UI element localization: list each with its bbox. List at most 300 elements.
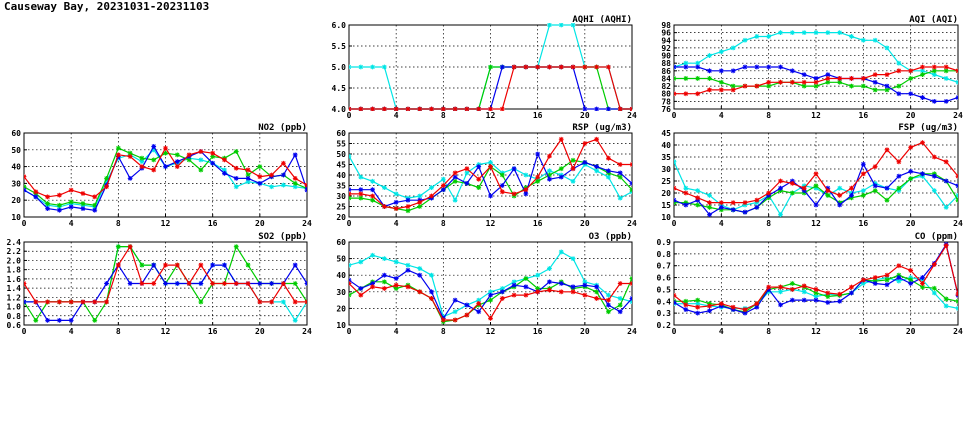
x-tick-label: 0	[346, 327, 352, 336]
data-point	[394, 260, 399, 265]
data-point	[707, 193, 712, 198]
y-tick-label: 84	[661, 74, 671, 84]
data-point	[896, 275, 901, 280]
data-point	[382, 279, 387, 284]
data-point	[896, 91, 901, 96]
y-tick-label: 45	[336, 160, 346, 170]
data-point	[825, 30, 830, 35]
data-point	[187, 152, 192, 157]
data-point	[956, 95, 961, 100]
y-tick-label: 1.6	[6, 274, 21, 284]
data-point	[187, 281, 192, 286]
data-point	[944, 99, 949, 104]
chart-o3	[336, 232, 637, 336]
data-point	[441, 107, 446, 112]
data-point	[707, 200, 712, 205]
x-tick-label: 4	[718, 111, 724, 120]
y-tick-label: 0.5	[656, 285, 671, 295]
data-point	[104, 300, 109, 305]
data-point	[500, 107, 505, 112]
data-point	[802, 298, 807, 303]
data-point	[257, 281, 262, 286]
y-tick-label: 30	[661, 165, 671, 174]
data-point	[778, 212, 783, 217]
data-point	[896, 263, 901, 268]
x-tick-label: 8	[766, 111, 772, 120]
y-tick-label: 0.6	[6, 321, 21, 330]
x-tick-label: 8	[766, 219, 772, 228]
data-point	[347, 281, 352, 286]
data-point	[606, 303, 611, 308]
data-point	[347, 65, 352, 70]
data-point	[417, 107, 422, 112]
x-tick-label: 24	[627, 111, 637, 120]
x-tick-label: 12	[485, 219, 496, 228]
x-tick-label: 4	[718, 327, 724, 336]
data-point	[116, 152, 121, 157]
data-point	[151, 157, 156, 162]
data-point	[731, 305, 736, 310]
data-point	[683, 302, 688, 307]
data-point	[358, 196, 363, 201]
data-point	[944, 76, 949, 81]
data-point	[932, 286, 937, 291]
data-point	[358, 260, 363, 265]
data-point	[547, 23, 552, 28]
data-point	[594, 164, 599, 169]
page-title: Causeway Bay, 20231031-20231103	[4, 0, 210, 13]
data-point	[92, 194, 97, 199]
x-tick-label: 20	[255, 219, 265, 228]
data-point	[523, 187, 528, 192]
data-point	[778, 285, 783, 290]
data-point	[837, 30, 842, 35]
data-point	[754, 34, 759, 39]
data-point	[618, 303, 623, 308]
chart-title: NO2 (ppb)	[258, 123, 307, 133]
series-line-1	[24, 148, 307, 205]
y-tick-label: 1.4	[6, 284, 21, 294]
data-point	[896, 84, 901, 89]
data-point	[210, 281, 215, 286]
data-point	[429, 273, 434, 278]
data-point	[672, 198, 677, 203]
x-tick-label: 16	[207, 327, 218, 336]
data-point	[932, 291, 937, 296]
data-point	[896, 159, 901, 164]
data-point	[618, 107, 623, 112]
data-point	[837, 186, 842, 191]
data-point	[281, 183, 286, 188]
data-point	[370, 198, 375, 203]
data-point	[908, 268, 913, 273]
data-point	[754, 205, 759, 210]
data-point	[465, 107, 470, 112]
data-point	[523, 173, 528, 178]
data-point	[802, 186, 807, 191]
chart-title: AQHI (AQHI)	[572, 15, 632, 25]
x-tick-label: 20	[255, 327, 265, 336]
data-point	[695, 65, 700, 70]
data-point	[523, 65, 528, 70]
data-point	[293, 263, 298, 268]
data-point	[370, 194, 375, 199]
series-group	[672, 140, 961, 217]
data-point	[33, 318, 38, 323]
data-point	[825, 188, 830, 193]
x-tick-label: 12	[160, 219, 171, 228]
data-point	[45, 300, 50, 305]
data-point	[920, 140, 925, 145]
data-point	[672, 293, 677, 298]
data-point	[45, 318, 50, 323]
x-tick-label: 8	[115, 327, 121, 336]
data-point	[731, 68, 736, 73]
data-point	[606, 309, 611, 314]
data-point	[476, 164, 481, 169]
data-point	[885, 278, 890, 283]
data-point	[896, 186, 901, 191]
data-point	[802, 30, 807, 35]
data-point	[778, 289, 783, 294]
data-point	[453, 171, 458, 176]
data-point	[210, 151, 215, 156]
data-point	[743, 65, 748, 70]
data-point	[234, 184, 239, 189]
data-point	[453, 309, 458, 314]
data-point	[81, 300, 86, 305]
data-point	[630, 187, 635, 192]
data-point	[358, 187, 363, 192]
x-tick-label: 24	[302, 219, 312, 228]
data-point	[441, 177, 446, 182]
data-point	[695, 91, 700, 96]
data-point	[222, 281, 227, 286]
data-point	[571, 284, 576, 289]
data-point	[790, 30, 795, 35]
data-point	[57, 300, 62, 305]
data-point	[956, 306, 961, 311]
x-tick-label: 12	[811, 327, 821, 336]
data-point	[465, 313, 470, 318]
data-point	[861, 38, 866, 43]
data-point	[849, 186, 854, 191]
data-point	[104, 184, 109, 189]
data-point	[672, 65, 677, 70]
data-point	[382, 65, 387, 70]
data-point	[347, 263, 352, 268]
data-point	[406, 107, 411, 112]
data-point	[849, 84, 854, 89]
data-point	[512, 283, 517, 288]
data-point	[305, 300, 310, 305]
data-point	[547, 154, 552, 159]
data-point	[488, 65, 493, 70]
data-point	[932, 262, 937, 267]
data-point	[394, 206, 399, 211]
data-point	[885, 46, 890, 51]
y-tick-label: 98	[661, 21, 671, 30]
data-point	[618, 281, 623, 286]
x-tick-label: 0	[21, 219, 27, 228]
x-tick-label: 16	[532, 327, 543, 336]
data-point	[766, 65, 771, 70]
data-point	[695, 76, 700, 81]
data-point	[707, 304, 712, 309]
y-tick-label: 4.0	[331, 105, 346, 114]
y-tick-label: 25	[336, 202, 346, 212]
data-point	[175, 164, 180, 169]
data-point	[837, 292, 842, 297]
data-point	[802, 289, 807, 294]
data-point	[908, 169, 913, 174]
y-tick-label: 60	[11, 129, 21, 138]
data-point	[695, 305, 700, 310]
y-tick-label: 5.5	[331, 42, 346, 51]
data-point	[683, 186, 688, 191]
data-point	[719, 301, 724, 306]
data-point	[476, 301, 481, 306]
data-point	[672, 76, 677, 81]
data-point	[116, 244, 121, 249]
data-point	[104, 281, 109, 286]
data-point	[370, 253, 375, 258]
data-point	[814, 30, 819, 35]
data-point	[719, 88, 724, 93]
data-point	[394, 276, 399, 281]
x-tick-label: 20	[580, 111, 590, 120]
data-point	[920, 95, 925, 100]
data-point	[394, 192, 399, 197]
data-point	[69, 300, 74, 305]
data-point	[293, 181, 298, 186]
data-point	[944, 243, 949, 248]
x-tick-label: 24	[953, 327, 963, 336]
data-point	[559, 289, 564, 294]
y-tick-label: 2.4	[6, 238, 21, 247]
data-point	[731, 200, 736, 205]
data-point	[559, 175, 564, 180]
data-point	[523, 192, 528, 197]
data-point	[618, 171, 623, 176]
data-point	[582, 107, 587, 112]
x-tick-label: 12	[485, 111, 496, 120]
x-tick-label: 20	[580, 219, 590, 228]
data-point	[547, 65, 552, 70]
data-point	[944, 159, 949, 164]
y-tick-label: 90	[661, 51, 671, 61]
y-tick-label: 35	[661, 153, 671, 162]
data-point	[920, 281, 925, 286]
data-point	[754, 301, 759, 306]
x-tick-label: 4	[68, 219, 74, 228]
y-tick-label: 0.7	[656, 261, 671, 271]
x-tick-label: 4	[393, 111, 399, 120]
data-point	[802, 80, 807, 85]
data-point	[81, 206, 86, 211]
y-tick-label: 40	[661, 141, 671, 150]
data-point	[358, 192, 363, 197]
data-point	[861, 84, 866, 89]
data-point	[618, 162, 623, 167]
data-point	[535, 175, 540, 180]
data-point	[766, 191, 771, 196]
data-point	[861, 193, 866, 198]
y-tick-label: 50	[11, 145, 21, 155]
data-point	[861, 76, 866, 81]
data-point	[535, 65, 540, 70]
data-point	[269, 300, 274, 305]
data-point	[719, 49, 724, 54]
y-tick-label: 0.9	[656, 238, 671, 247]
data-point	[547, 177, 552, 182]
data-point	[382, 185, 387, 190]
data-point	[488, 293, 493, 298]
x-tick-label: 0	[21, 327, 27, 336]
data-point	[683, 307, 688, 312]
data-point	[594, 65, 599, 70]
x-tick-label: 16	[858, 327, 869, 336]
data-point	[382, 107, 387, 112]
data-point	[885, 198, 890, 203]
data-point	[594, 284, 599, 289]
data-point	[417, 194, 422, 199]
data-point	[92, 300, 97, 305]
data-point	[281, 161, 286, 166]
x-tick-label: 12	[811, 219, 821, 228]
data-point	[571, 166, 576, 171]
data-point	[873, 164, 878, 169]
data-point	[347, 154, 352, 159]
data-point	[394, 283, 399, 288]
data-point	[417, 266, 422, 271]
x-tick-label: 24	[953, 219, 963, 228]
data-point	[683, 91, 688, 96]
y-tick-label: 15	[661, 201, 671, 210]
data-point	[500, 189, 505, 194]
y-tick-label: 60	[336, 129, 346, 138]
data-point	[743, 307, 748, 312]
data-point	[582, 65, 587, 70]
data-point	[743, 200, 748, 205]
data-point	[281, 173, 286, 178]
data-point	[802, 283, 807, 288]
data-point	[559, 166, 564, 171]
data-point	[453, 298, 458, 303]
data-point	[293, 176, 298, 181]
y-tick-label: 40	[336, 171, 346, 180]
x-tick-label: 0	[671, 111, 677, 120]
y-tick-label: 0.8	[656, 249, 671, 259]
data-point	[382, 273, 387, 278]
data-point	[198, 157, 203, 162]
data-point	[140, 164, 145, 169]
data-point	[257, 174, 262, 179]
data-point	[198, 281, 203, 286]
x-tick-label: 8	[440, 111, 446, 120]
data-point	[920, 72, 925, 77]
data-point	[790, 281, 795, 286]
y-tick-label: 20	[661, 189, 671, 198]
data-point	[222, 171, 227, 176]
data-point	[116, 263, 121, 268]
x-tick-label: 16	[207, 219, 218, 228]
data-point	[559, 65, 564, 70]
data-point	[896, 174, 901, 179]
data-point	[743, 38, 748, 43]
data-point	[140, 263, 145, 268]
data-point	[731, 207, 736, 212]
x-tick-label: 0	[671, 327, 677, 336]
data-point	[347, 192, 352, 197]
data-point	[695, 311, 700, 316]
data-point	[932, 99, 937, 104]
data-point	[453, 318, 458, 323]
data-point	[672, 159, 677, 164]
data-point	[778, 179, 783, 184]
y-tick-label: 10	[336, 321, 346, 330]
data-point	[246, 176, 251, 181]
data-point	[908, 91, 913, 96]
data-point	[707, 88, 712, 93]
chart-rsp	[336, 123, 637, 228]
data-point	[246, 281, 251, 286]
data-point	[429, 107, 434, 112]
data-point	[500, 289, 505, 294]
data-point	[394, 200, 399, 205]
y-tick-label: 30	[336, 287, 346, 297]
data-point	[908, 145, 913, 150]
data-point	[488, 107, 493, 112]
data-point	[69, 199, 74, 204]
data-point	[476, 185, 481, 190]
data-point	[790, 181, 795, 186]
y-tick-label: 0.2	[656, 321, 671, 330]
data-point	[347, 196, 352, 201]
y-tick-label: 82	[661, 82, 671, 92]
y-tick-label: 0.8	[6, 311, 21, 321]
data-point	[825, 291, 830, 296]
data-point	[382, 286, 387, 291]
data-point	[547, 279, 552, 284]
data-point	[885, 84, 890, 89]
data-point	[246, 263, 251, 268]
data-point	[606, 175, 611, 180]
data-point	[417, 204, 422, 209]
data-point	[465, 166, 470, 171]
data-point	[594, 107, 599, 112]
data-point	[281, 300, 286, 305]
data-point	[885, 273, 890, 278]
data-point	[885, 282, 890, 287]
data-point	[873, 38, 878, 43]
y-tick-label: 86	[661, 66, 671, 76]
chart-title: AQI (AQI)	[909, 15, 958, 25]
data-point	[861, 162, 866, 167]
data-point	[151, 144, 156, 149]
data-point	[873, 72, 878, 77]
data-point	[944, 65, 949, 70]
data-point	[441, 187, 446, 192]
data-point	[500, 65, 505, 70]
data-point	[128, 281, 133, 286]
y-tick-label: 20	[11, 196, 21, 206]
data-point	[535, 152, 540, 157]
data-point	[606, 298, 611, 303]
data-point	[151, 168, 156, 173]
data-point	[382, 204, 387, 209]
data-point	[234, 244, 239, 249]
